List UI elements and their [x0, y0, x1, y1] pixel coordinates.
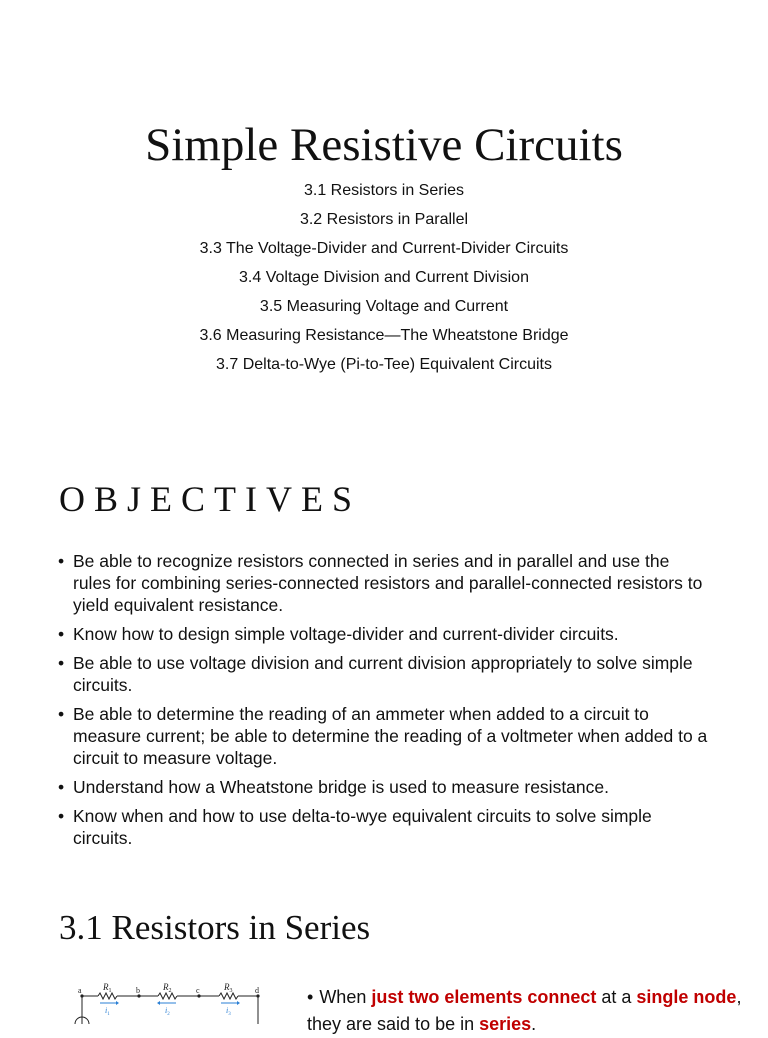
objective-item: • Know when and how to use delta-to-wye equivalent circuits to solve simple circuits.	[58, 805, 708, 849]
objectives-heading: OBJECTIVES	[59, 479, 362, 519]
text-fragment: When	[319, 987, 372, 1007]
text-fragment: , they are said to be in	[307, 987, 742, 1034]
node-label-b: b	[136, 986, 140, 995]
objective-item: • Understand how a Wheatstone bridge is used to measure resistance.	[58, 776, 708, 798]
toc-item: 3.1 Resistors in Series	[303, 182, 465, 199]
resistor-label-r2: $R_2$	[163, 982, 172, 994]
resistor-r1-zigzag	[98, 993, 117, 999]
highlight-just-two-elements: just two elements connect	[371, 987, 597, 1007]
series-circuit-diagram	[64, 980, 279, 1024]
objective-item: • Be able to determine the reading of an ammeter when added to a circuit to measure current; be able to determine the reading of a voltmeter when added to a circuit to measure voltage.	[58, 703, 708, 769]
text-fragment: .	[531, 1014, 537, 1034]
highlight-series: series	[479, 1014, 532, 1034]
objective-item: • Know how to design simple voltage-divider and current-divider circuits.	[58, 623, 708, 645]
current-label-i3: $i_3$	[226, 1006, 231, 1017]
resistor-r2-zigzag	[158, 993, 177, 999]
node-label-a: a	[78, 986, 82, 995]
current-label-i1: $i_1$	[105, 1006, 110, 1017]
resistor-label-r1: $R_1$	[103, 982, 112, 994]
objective-item: • Be able to recognize resistors connected in series and in parallel and use the rules for combining series-connected resistors and parallel-connected resistors to yield equivalent resistance.	[58, 550, 708, 616]
objective-item: • Be able to use voltage division and current division appropriately to solve simple circuits.	[58, 652, 708, 696]
toc-item: 3.2 Resistors in Parallel	[299, 211, 469, 228]
bullet-mark: •	[307, 987, 314, 1007]
node-label-d: d	[255, 986, 259, 995]
resistor-label-r3: $R_3$	[224, 982, 233, 994]
toc-item: 3.7 Delta-to-Wye (Pi-to-Tee) Equivalent Circuits	[216, 356, 552, 373]
section-heading: 3.1 Resistors in Series	[59, 908, 371, 947]
toc-item: 3.3 The Voltage-Divider and Current-Divider Circuits	[199, 240, 569, 257]
objectives-list	[58, 550, 708, 856]
toc-item: 3.6 Measuring Resistance—The Wheatstone Bridge	[199, 327, 569, 344]
current-label-i2: $i_2$	[165, 1006, 170, 1017]
toc-item: 3.4 Voltage Division and Current Division	[239, 269, 529, 286]
page-title: Simple Resistive Circuits	[145, 119, 623, 171]
node-label-c: c	[196, 986, 200, 995]
toc-item: 3.5 Measuring Voltage and Current	[259, 298, 509, 315]
table-of-contents	[0, 176, 768, 379]
text-fragment: at a	[596, 987, 637, 1007]
highlight-single-node: single node	[636, 987, 737, 1007]
series-definition-text	[307, 984, 747, 1038]
resistor-r3-zigzag	[219, 993, 238, 999]
